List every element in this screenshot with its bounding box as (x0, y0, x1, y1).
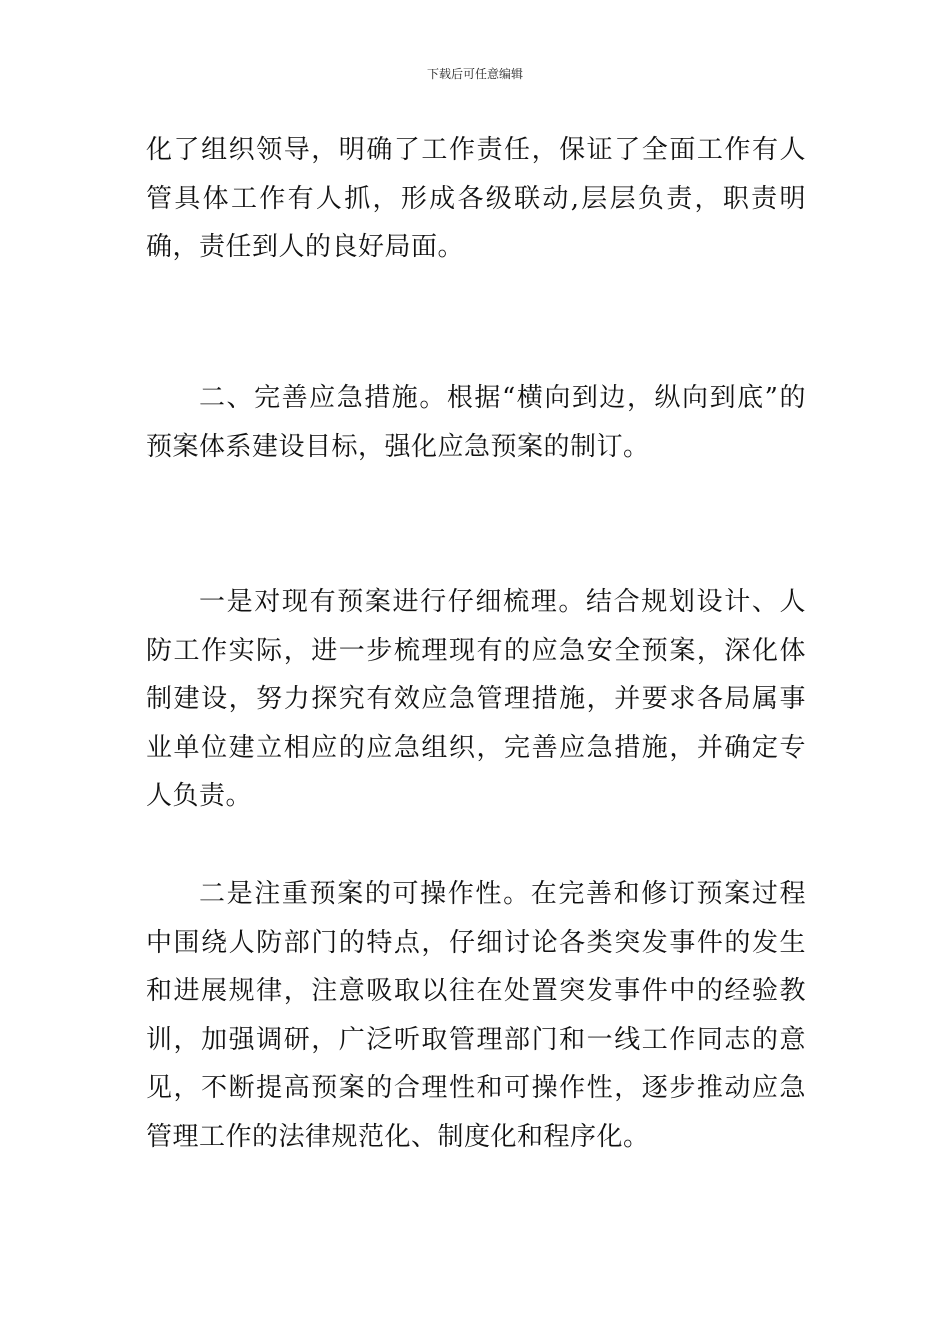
paragraph-section-two: 二、完善应急措施。根据“横向到边，纵向到底”的预案体系建设目标，强化应急预案的制订。 (146, 383, 806, 462)
page-header-note: 下载后可任意编辑 (426, 67, 523, 81)
paragraph-point-one: 一是对现有预案进行仔细梳理。结合规划设计、人防工作实际，进一步梳理现有的应急安全预案，深化体制建设，努力探究有效应急管理措施，并要求各局属事业单位建立相应的应急组织，完善应急措施，并确定专人负责。 (146, 587, 806, 811)
paragraph-point-two: 二是注重预案的可操作性。在完善和修订预案过程中围绕人防部门的特点，仔细讨论各类突发事件的发生和进展规律，注意吸取以往在处置突发事件中的经验教训，加强调研，广泛听取管理部门和一线工作同志的意见，不断提高预案的合理性和可操作性，逐步推动应急管理工作的法律规范化、制度化和程序化。 (146, 879, 806, 1152)
paragraph-continuation: 化了组织领导，明确了工作责任，保证了全面工作有人管具体工作有人抓，形成各级联动,层层负责，职责明确，责任到人的良好局面。 (146, 135, 806, 262)
